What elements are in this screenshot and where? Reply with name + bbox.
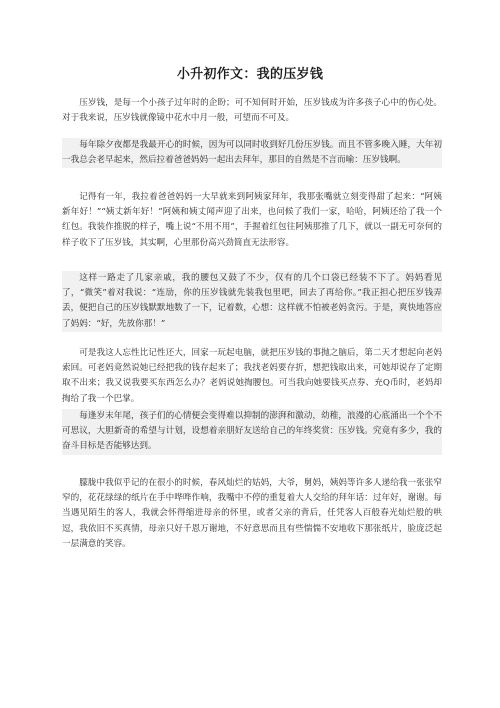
paragraph-2: 每年除夕夜都是我最开心的时候，因为可以同时收到好几份压岁钱。而且不管多晚入睡，大年初一我总会老早起来，然后拉着爸爸妈妈一起出去拜年，那目的自然是不言而喻：压岁钱啊。 bbox=[62, 138, 442, 168]
paragraph-5: 可是我这人忘性比记性还大，回家一玩起电脑，就把压岁钱的事抛之脑后，第二天才想起向老妈索回。可老妈竟然说她已经把我的钱存起来了；我找老妈要存折，想把钱取出来，可她却说存了定期取不出来；我又说我要买东西怎么办？老妈说她掏腰包。可当我向她要钱买点券、充Q币时，老妈却掏给了我一个巴掌。 bbox=[62, 348, 442, 404]
paragraph-6: 每逢岁末年尾，孩子们的心情便会变得难以抑制的澎湃和激动，幼稚，浪漫的心底涌出一个个不可思议，大胆新奇的希望与计划，设想着亲朋好友送给自己的年终奖赏：压岁钱。究竟有多少，我的奋斗目标是否能够达到。 bbox=[62, 409, 442, 455]
page-title: 小升初作文：我的压岁钱 bbox=[176, 67, 324, 82]
paragraph-7: 朦胧中我似乎记的在很小的时候，春风灿烂的姑妈，大爷，舅妈，姨妈等许多人递给我一张张窄窄的，花花绿绿的纸片在手中哗哗作响，我嘴中不停的重复着大人交给的拜年话：过年好，谢谢。每当遇见陌生的客人，我就会怀得缩进母亲的怀里，或者父亲的背后，任凭客人百般春光灿烂般的哄逗，我依旧不买真情，母亲只好千恩万谢地，不好意思而且有些惴惴不安地收下那张纸片，脸庞泛起一层满意的笑容。 bbox=[62, 478, 442, 549]
paragraph-1: 压岁钱，是每一个小孩子过年时的企盼；可不知何时开始，压岁钱成为许多孩子心中的伤心处。对于我来说，压岁钱就像镜中花水中月一般，可望而不可及。 bbox=[62, 98, 442, 124]
paragraph-4: 这样一路走了几家亲戚，我的腰包又鼓了不少，仅有的几个口袋已经装不下了。妈妈看见了，“微笑”着对我说：“连劢，你的压岁钱就先装我包里吧，回去了再给你。”我正担心把压岁钱弄丢，便把自己的压岁钱默默地数了一下，记着数，心想：这样就不怕被老妈贪污。于是，爽快地答应了妈妈：“好，先放你那！” bbox=[62, 271, 442, 332]
paragraph-3: 记得有一年，我拉着爸爸妈妈一大早就来到阿姨家拜年，我那张嘴就立刻变得甜了起来：“阿姨新年好！”“姨丈新年好！”阿姨和姨丈闻声迎了出来，也问候了我们一家，哈哈，阿姨还给了我一个红包。我装作推脱的样子，嘴上说“不用不用”，手握着红包往阿姨那推了几下，就以一副无可奈何的样子收下了压岁钱，其实啊，心里那份高兴劲简直无法形容。 bbox=[62, 192, 442, 248]
